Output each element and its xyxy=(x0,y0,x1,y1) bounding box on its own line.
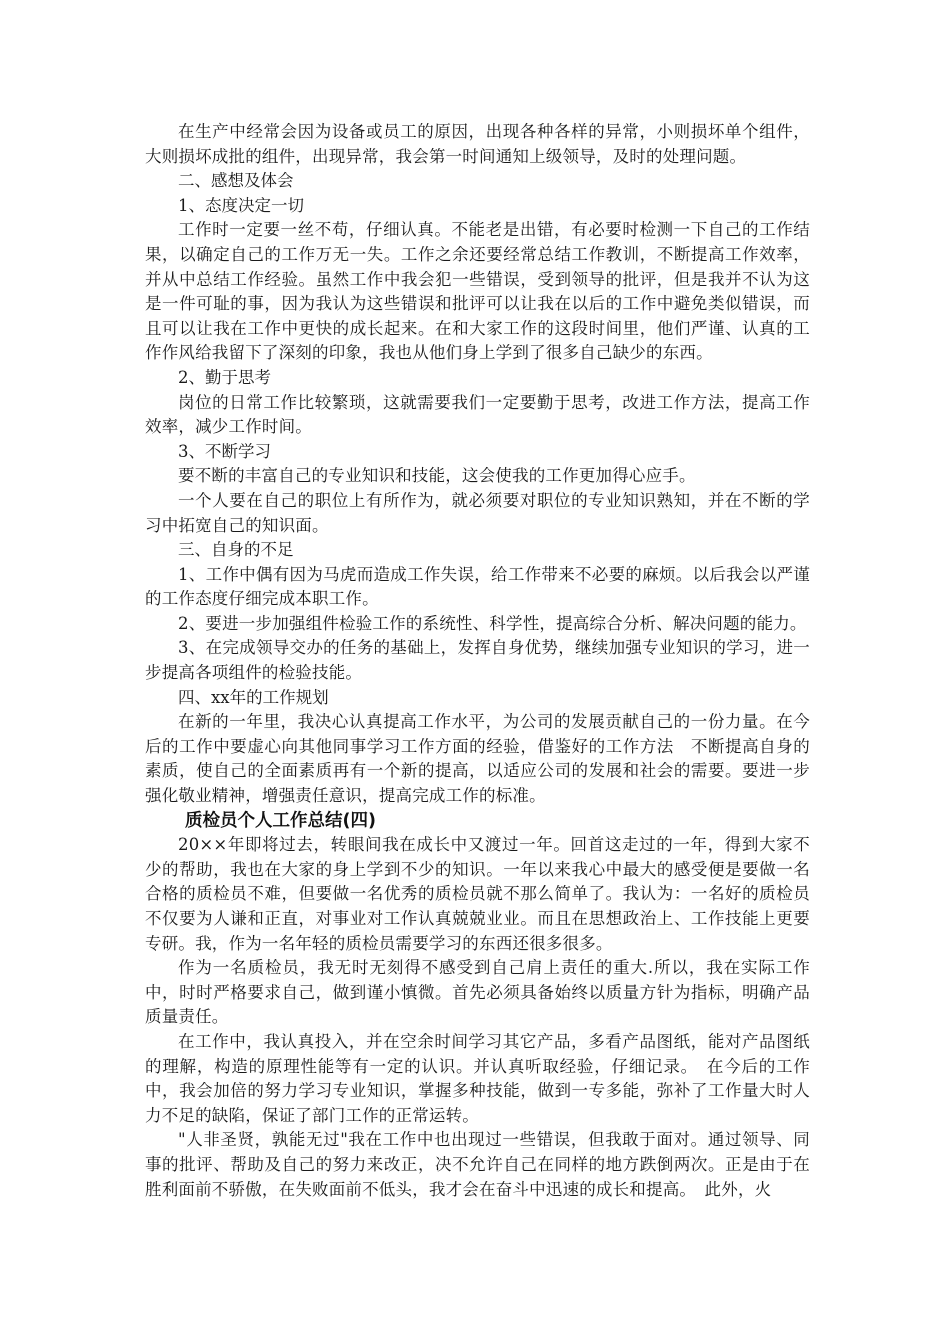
list-item-paragraph: 1、工作中偶有因为马虎而造成工作失误，给工作带来不必要的麻烦。以后我会以严谨的工作态度仔细完成本职工作。 xyxy=(145,564,810,609)
paragraph: 一个人要在自己的职位上有所作为，就必须要对职位的专业知识熟知，并在不断的学习中拓宽自己的知识面。 xyxy=(145,490,810,535)
list-item-paragraph: 2、要进一步加强组件检验工作的系统性、科学性，提高综合分析、解决问题的能力。 xyxy=(178,613,807,633)
paragraph: "人非圣贤，孰能无过"我在工作中也出现过一些错误，但我敢于面对。通过领导、同事的批评、帮助及自己的努力来改正，决不允许自己在同样的地方跌倒两次。正是由于在胜利面前不骄傲，在失败面前不低头，我才会在奋斗中迅速的成长和提高。 此外，火 xyxy=(145,1130,810,1199)
paragraph: 20××年即将过去，转眼间我在成长中又渡过一年。回首这走过的一年，得到大家不少的帮助，我也在大家的身上学到不少的知识。一年以来我心中最大的感受便是要做一名合格的质检员不难，但要做一名优秀的质检员就不那么简单了。我认为：一名好的质检员不仅要为人谦和正直，对事业对工作认真兢兢业业。而且在思想政治上、工作技能上更要专研。我，作为一名年轻的质检员需要学习的东西还很多很多。 xyxy=(145,835,810,953)
paragraph: 要不断的丰富自己的专业知识和技能，这会使我的工作更加得心应手。 xyxy=(178,466,696,486)
list-item-paragraph: 3、在完成领导交办的任务的基础上，发挥自身优势，继续加强专业知识的学习，进一步提高各项组件的检验技能。 xyxy=(145,638,810,683)
subsection-heading: 2、勤于思考 xyxy=(178,367,271,387)
paragraph: 在生产中经常会因为设备或员工的原因，出现各种各样的异常，小则损坏单个组件，大则损坏成批的组件，出现异常，我会第一时间通知上级领导，及时的处理问题。 xyxy=(145,122,810,166)
paragraph: 在新的一年里，我决心认真提高工作水平，为公司的发展贡献自己的一份力量。在今后的工作中要虚心向其他同事学习工作方面的经验，借鉴好的工作方法 不断提高自身的素质，使自己的全面素质再有一个新的提高，以适应公司的发展和社会的需要。要进一步强化敬业精神，增强责任意识，提高完成工作的标准。 xyxy=(145,712,810,806)
section-heading: 二、感想及体会 xyxy=(178,171,294,191)
section-heading: 四、xx年的工作规划 xyxy=(178,687,329,707)
subsection-heading: 1、态度决定一切 xyxy=(178,195,304,215)
paragraph: 在工作中，我认真投入，并在空余时间学习其它产品，多看产品图纸，能对产品图纸的理解，构造的原理性能等有一定的认识。并认真听取经验，仔细记录。 在今后的工作中，我会加倍的努力学习专业知识，掌握多种技能，做到一专多能，弥补了工作量大时人力不足的缺陷，保证了部门工作的正常运转。 xyxy=(145,1031,810,1125)
paragraph: 岗位的日常工作比较繁琐，这就需要我们一定要勤于思考，改进工作方法，提高工作效率，减少工作时间。 xyxy=(145,392,810,437)
paragraph: 作为一名质检员，我无时无刻得不感受到自己肩上责任的重大.所以，我在实际工作中，时时严格要求自己，做到谨小慎微。首先必须具备始终以质量方针为指标，明确产品质量责任。 xyxy=(145,958,810,1027)
section-heading: 三、自身的不足 xyxy=(178,540,294,560)
paragraph: 工作时一定要一丝不苟，仔细认真。不能老是出错，有必要时检测一下自己的工作结果，以确定自己的工作万无一失。工作之余还要经常总结工作教训，不断提高工作效率，并从中总结工作经验。虽然工作中我会犯一些错误，受到领导的批评，但是我并不认为这是一件可耻的事，因为我认为这些错误和批评可以让我在以后的工作中避免类似错误，而且可以让我在工作中更快的成长起来。在和大家工作的这段时间里，他们严谨、认真的工作作风给我留下了深刻的印象，我也从他们身上学到了很多自己缺少的东西。 xyxy=(145,220,810,363)
subsection-heading: 3、不断学习 xyxy=(178,441,271,461)
document-page xyxy=(145,120,810,1202)
document-section-title: 质检员个人工作总结(四) xyxy=(185,810,376,831)
